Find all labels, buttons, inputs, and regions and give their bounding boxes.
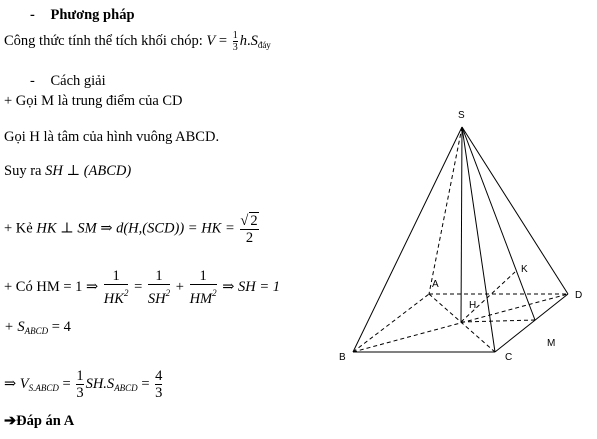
solution-dash: - (30, 73, 35, 89)
line4-prefix: + Kẻ (4, 220, 37, 237)
formula-num: 1 (232, 30, 238, 41)
line7-start: ⇒ V (4, 375, 29, 392)
label-a: A (432, 279, 439, 290)
formula-dot: . (246, 32, 251, 49)
edge-cd (495, 294, 568, 352)
method-title: Phương pháp (50, 7, 135, 23)
solution-title: Cách giải (50, 73, 106, 89)
line7-frac-2: $\frac{4}{3}$ (155, 368, 163, 401)
line4-math: HK ⊥ SM ⇒ d(H,(SCD)) = HK = (36, 220, 235, 237)
formula-text: Công thức tính thể tích khối chóp: (4, 32, 207, 49)
edge-sm (462, 127, 535, 320)
line3-math: SH ⊥ (ABCD) (45, 163, 132, 179)
line4-num: 2 (250, 213, 258, 229)
solution-line-7: ⇒ $V_{S.ABCD}$ = $\frac{1}{3}$ $SH.S_{ABCD}$ = $\frac{4}{3}$ (4, 368, 163, 401)
solution-heading (30, 72, 106, 90)
solution-line-6 (4, 318, 71, 340)
solution-line-5 (4, 268, 280, 307)
line7-frac-1: $\frac{1}{3}$ (76, 368, 84, 401)
edge-sh (461, 127, 462, 322)
formula-v: V (206, 32, 216, 49)
label-s: S (458, 110, 465, 121)
solution-line-4 (4, 212, 261, 246)
formula-fraction (233, 30, 238, 53)
edge-sb (353, 127, 462, 352)
line5-plus: + (175, 278, 184, 295)
line6-rest: = 4 (48, 319, 71, 335)
line4-fraction: $\frac{√ 2}{2}$ (240, 213, 258, 246)
solution-line-3 (4, 162, 131, 180)
line4-den: 2 (240, 229, 258, 246)
formula-h: h (239, 32, 247, 49)
formula-s-sub: đáy (257, 39, 271, 50)
label-k: K (521, 264, 528, 275)
edge-sd (462, 127, 568, 294)
pyramid-figure (325, 100, 595, 370)
line3-prefix: Suy ra (4, 163, 46, 179)
label-c: C (505, 352, 513, 363)
seg-hm (461, 320, 535, 322)
line5-prefix: + Có HM = 1 ⇒ (4, 278, 102, 295)
label-m: M (547, 338, 556, 349)
line6-prefix: + S (4, 319, 25, 335)
label-b: B (339, 352, 346, 363)
formula-den: 3 (232, 42, 238, 53)
label-d: D (575, 290, 583, 301)
volume-formula-line (4, 30, 271, 54)
answer-line: ➔Đáp án A (4, 413, 75, 429)
solution-line-2: Gọi H là tâm của hình vuông ABCD. (4, 129, 220, 145)
method-heading (30, 6, 135, 24)
line6-sub: ABCD (24, 326, 49, 336)
label-h: H (469, 300, 477, 311)
line5-frac-3: $\frac{1}{HM^2}$ (189, 268, 217, 307)
solution-line-1: + Gọi M là trung điểm của CD (4, 93, 183, 109)
formula-s: S (250, 32, 258, 49)
line5-frac-2: $\frac{1}{SH^2}$ (147, 268, 171, 307)
edge-ba (353, 294, 429, 352)
line5-eq: = (134, 278, 143, 295)
edge-sa (429, 127, 462, 294)
line5-result: ⇒ SH = 1 (222, 278, 281, 295)
seg-hk (461, 272, 515, 322)
formula-eq: = (218, 32, 228, 49)
method-dash: - (30, 7, 35, 23)
diag-bd (353, 294, 568, 352)
line5-frac-1: $\frac{1}{HK^2}$ (103, 268, 129, 307)
